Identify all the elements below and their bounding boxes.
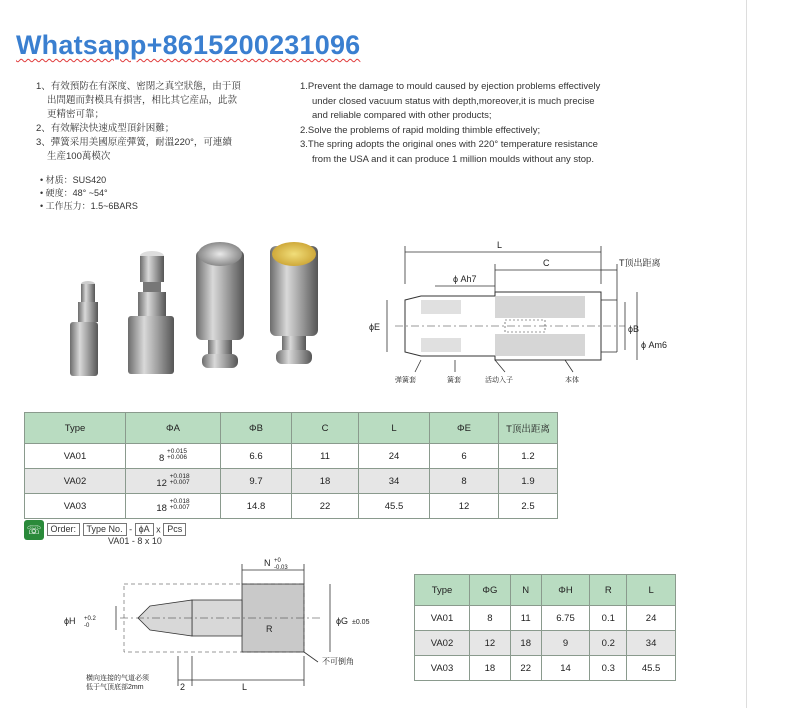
label-g-tol: ±0.05 (352, 619, 370, 626)
th-r: R (590, 575, 627, 606)
cell-t: 1.2 (499, 444, 558, 469)
tol-down: +0.007 (169, 478, 190, 486)
tol-up: +0.018 (169, 472, 190, 480)
cell-c: 11 (292, 444, 359, 469)
feature-en-line: from the USA and it can produce 1 million moulds without any stop. (312, 153, 594, 165)
label-moving-insert: 活动入子 (485, 377, 513, 384)
spec-table-cavity (414, 574, 676, 681)
cell-l: 34 (627, 631, 676, 656)
assembly-drawing (355, 236, 700, 386)
table-row (415, 631, 676, 656)
ejector-pin-large-gold (270, 242, 318, 364)
cell-l: 34 (359, 469, 430, 494)
th-c: C (292, 413, 359, 444)
cell-a-base: 12 (156, 477, 167, 489)
cell-t: 1.9 (499, 469, 558, 494)
tol-down: +0.006 (166, 453, 187, 461)
features-en (300, 80, 720, 167)
label-n-tol-up: +0 (274, 558, 281, 564)
th-phi-e: ΦE (430, 413, 499, 444)
label-h-tol-up: +0.2 (84, 616, 96, 622)
cell-type: VA01 (25, 444, 126, 469)
th-type: Type (415, 575, 470, 606)
note-line-2: 低于气顶底部2mm (86, 684, 144, 691)
th-phi-h: ΦH (541, 575, 590, 606)
th-phi-g: ΦG (470, 575, 511, 606)
cell-phi-a (126, 494, 221, 519)
cell-c: 22 (292, 494, 359, 519)
cell-n: 18 (510, 631, 541, 656)
cavity-drawing (60, 556, 400, 706)
cell-phi-h: 14 (541, 656, 590, 681)
spec-hardness: • 硬度：48° ~54° (40, 188, 108, 198)
order-dash: - (129, 524, 133, 535)
label-no-chamfer: 不可倒角 (322, 657, 354, 666)
cell-type: VA01 (415, 606, 470, 631)
table-row (25, 469, 558, 494)
label-dim-2: 2 (180, 682, 186, 692)
feature-en-line: 1.Prevent the damage to mould caused by ejection problems effectively (300, 81, 601, 92)
label-n-tol-down: -0.03 (274, 565, 288, 571)
feature-cn-line: 1、有效預防在有深度、密閉之真空狀態，由于頂 (36, 81, 241, 92)
spec-pressure: • 工作压力：1.5~6BARS (40, 201, 138, 211)
spec-list (40, 174, 138, 213)
th-type: Type (25, 413, 126, 444)
table-row (415, 606, 676, 631)
cell-phi-h: 9 (541, 631, 590, 656)
cell-l: 45.5 (627, 656, 676, 681)
label-t: T顶出距离 (619, 258, 661, 268)
order-type-no: Type No. (83, 523, 127, 536)
tol-up: +0.015 (166, 447, 187, 455)
cell-l: 45.5 (359, 494, 430, 519)
th-l: L (359, 413, 430, 444)
cell-phi-g: 18 (470, 656, 511, 681)
table-row (415, 656, 676, 681)
cell-phi-e: 12 (430, 494, 499, 519)
spec-table-va (24, 412, 558, 519)
label-phi-e: ϕE (369, 322, 381, 332)
cell-phi-a (126, 444, 221, 469)
cell-phi-h: 6.75 (541, 606, 590, 631)
cell-type: VA02 (25, 469, 126, 494)
label-phi-a-m6: ϕ Am6 (641, 340, 668, 350)
order-phi-a: ϕA (135, 523, 154, 536)
cell-a-base: 18 (156, 502, 167, 514)
cell-r: 0.3 (590, 656, 627, 681)
label-phi-g: ϕG (336, 616, 349, 626)
th-phi-a: ΦA (126, 413, 221, 444)
cell-phi-g: 12 (470, 631, 511, 656)
label-n: N (264, 558, 271, 568)
phone-icon: ☏ (24, 520, 44, 540)
feature-cn-line: 更精密可靠； (47, 109, 105, 120)
label-body: 本体 (565, 377, 579, 384)
cell-l: 24 (359, 444, 430, 469)
cell-type: VA03 (415, 656, 470, 681)
cell-phi-b: 6.6 (221, 444, 292, 469)
label-spring: 簧套 (447, 377, 461, 384)
cell-t: 2.5 (499, 494, 558, 519)
spec-material: • 材质：SUS420 (40, 175, 107, 185)
label-spring-sleeve: 弹簧套 (395, 377, 416, 384)
cell-r: 0.1 (590, 606, 627, 631)
order-pcs: Pcs (163, 523, 186, 536)
cell-phi-a (126, 469, 221, 494)
table-row (25, 444, 558, 469)
cell-l: 24 (627, 606, 676, 631)
label-h-tol-down: -0 (84, 623, 90, 629)
ejector-pin-large-silver (196, 242, 244, 368)
ejector-pin-small (70, 281, 98, 376)
order-label: Order: (47, 523, 81, 536)
cell-phi-g: 8 (470, 606, 511, 631)
cell-phi-e: 8 (430, 469, 499, 494)
cell-n: 11 (510, 606, 541, 631)
label-c: C (543, 258, 550, 268)
tol-down: +0.007 (169, 503, 190, 511)
label-l: L (497, 240, 503, 250)
cell-phi-b: 9.7 (221, 469, 292, 494)
th-t: T顶出距离 (499, 413, 558, 444)
page-edge-line (746, 0, 747, 708)
feature-cn-line: 3、彈簧采用美國原産彈簧，耐溫220°，可連續 (36, 137, 232, 148)
cell-n: 22 (510, 656, 541, 681)
label-r: R (266, 624, 273, 634)
product-photo (60, 236, 330, 386)
feature-en-line: 3.The spring adopts the original ones with 220° temperature resistance (300, 139, 598, 150)
label-l-bottom: L (242, 682, 248, 692)
feature-cn-line: 出問題而對模具有損害，相比其它産品，此款 (47, 95, 238, 106)
label-phi-b: ϕB (628, 324, 640, 334)
table-row (25, 494, 558, 519)
th-l: L (627, 575, 676, 606)
label-phi-a-h7: ϕ Ah7 (453, 274, 477, 284)
cell-c: 18 (292, 469, 359, 494)
th-n: N (510, 575, 541, 606)
feature-en-line: 2.Solve the problems of rapid molding thimble effectively; (300, 124, 541, 136)
feature-en-line: under closed vacuum status with depth,moreover,it is much precise (312, 95, 595, 107)
feature-cn-line: 生産100萬模次 (47, 151, 111, 162)
ejector-pin-medium (128, 251, 174, 374)
note-line-1: 横向连接的气道必须 (86, 675, 149, 682)
features-cn (36, 80, 306, 164)
cell-type: VA02 (415, 631, 470, 656)
order-times: x (156, 524, 161, 535)
cell-r: 0.2 (590, 631, 627, 656)
label-phi-h: ϕH (64, 616, 76, 626)
order-example: VA01 - 8 x 10 (108, 536, 162, 546)
cell-phi-b: 14.8 (221, 494, 292, 519)
cell-type: VA03 (25, 494, 126, 519)
whatsapp-watermark: Whatsapp+8615200231096 (16, 30, 361, 60)
th-phi-b: ΦB (221, 413, 292, 444)
cell-phi-e: 6 (430, 444, 499, 469)
tol-up: +0.018 (169, 497, 190, 505)
feature-en-line: and reliable compared with other products; (312, 110, 492, 121)
feature-cn-line: 2、有效解決快速成型頂針困難； (36, 123, 175, 134)
cell-a-base: 8 (159, 452, 165, 464)
